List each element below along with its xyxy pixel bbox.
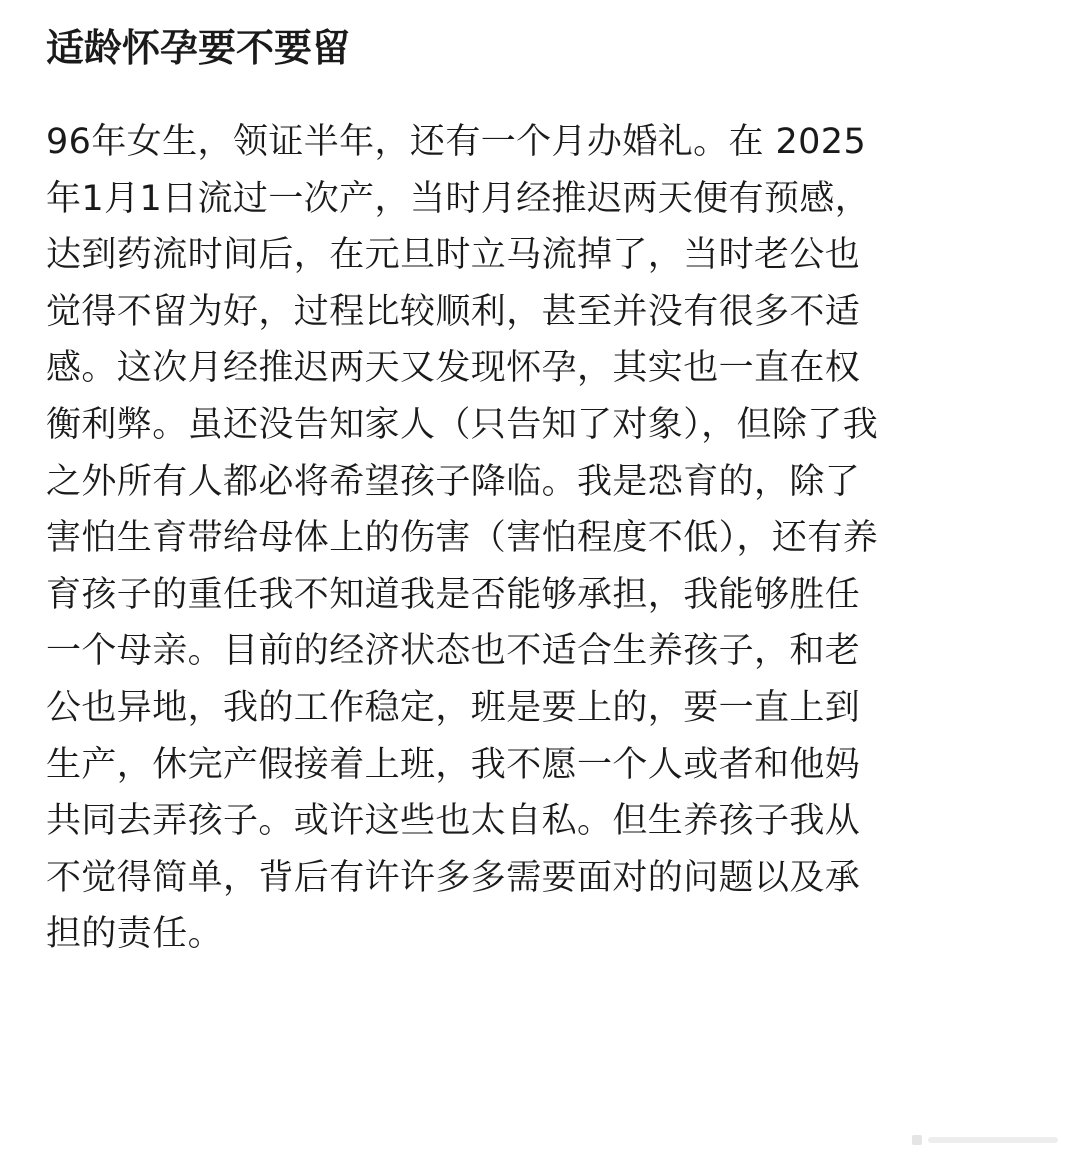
post-body-line: 公也异地，我的工作稳定，班是要上的，要一直上到 [46, 687, 861, 728]
post-body-line: 年1月1日流过一次产，当时月经推迟两天便有预感， [46, 178, 871, 219]
post-body-line: 共同去弄孩子。或许这些也太自私。但生养孩子我从 [46, 801, 861, 842]
post-body-line: 达到药流时间后，在元旦时立马流掉了，当时老公也 [46, 235, 861, 276]
post-body-line: 育孩子的重任我不知道我是否能够承担，我能够胜任 [46, 574, 861, 615]
post-body-line: 生产，休完产假接着上班，我不愿一个人或者和他妈 [46, 744, 861, 785]
post-body-line: 感。这次月经推迟两天又发现怀孕，其实也一直在权 [46, 348, 861, 389]
post-body-line: 96年女生，领证半年，还有一个月办婚礼。在 2025 [46, 122, 867, 162]
post-title: 适龄怀孕要不要留 [46, 26, 351, 70]
post-body-line: 不觉得简单，背后有许许多多需要面对的问题以及承 [46, 857, 861, 898]
post-body-line: 一个母亲。目前的经济状态也不适合生养孩子，和老 [46, 631, 861, 672]
post-body [46, 114, 1036, 963]
post-body-line: 之外所有人都必将希望孩子降临。我是恐育的，除了 [46, 461, 861, 502]
post-body-line: 担的责任。 [46, 914, 224, 955]
post-body-line: 觉得不留为好，过程比较顺利，甚至并没有很多不适 [46, 291, 861, 332]
post-body-line: 害怕生育带给母体上的伤害（害怕程度不低），还有养 [46, 518, 879, 559]
post-body-line: 衡利弊。虽还没告知家人（只告知了对象），但除了我 [46, 404, 879, 445]
post-content [46, 20, 1036, 963]
watermark-logo [910, 1129, 1070, 1151]
